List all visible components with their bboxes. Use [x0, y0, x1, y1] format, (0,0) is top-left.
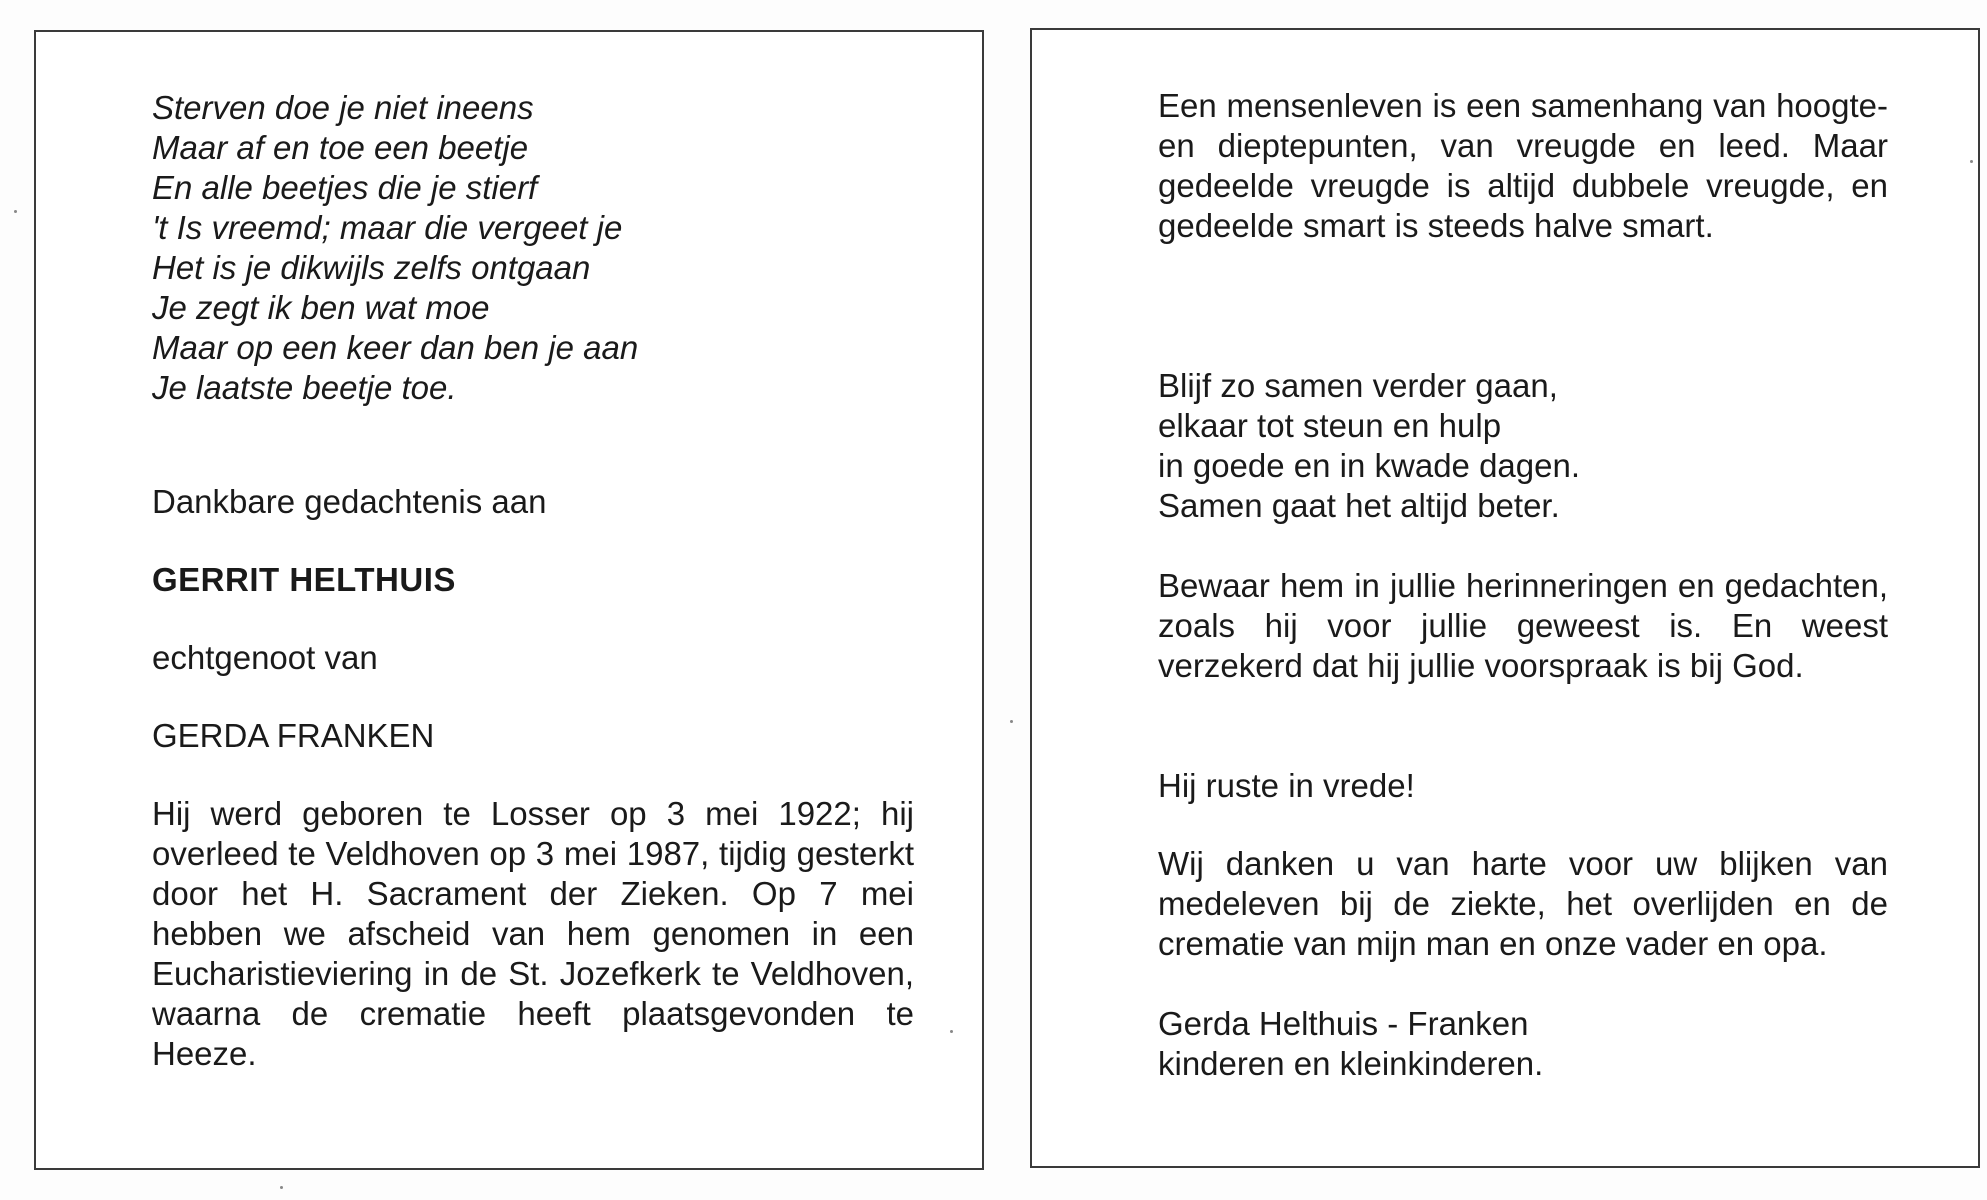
- scan-speck: [1970, 160, 1973, 163]
- poem: [152, 88, 638, 408]
- deceased-name: GERRIT HELTHUIS: [152, 561, 456, 598]
- memorial-card-left: [34, 30, 984, 1170]
- poem-line: 't Is vreemd; maar die vergeet je: [152, 209, 623, 246]
- life-paragraph: Een mensenleven is een samenhang van hoogte- en dieptepunten, van vreugde en leed. Maar gedeelde vreugde is altijd dubbele vreugde, en gedeelde smart is steeds halve smart.: [1158, 87, 1888, 244]
- poem-line: Het is je dikwijls zelfs ontgaan: [152, 249, 591, 286]
- together-line: in goede en in kwade dagen.: [1158, 447, 1581, 484]
- together-paragraph: [1158, 366, 1580, 526]
- relation-label: echtgenoot van: [152, 639, 378, 676]
- poem-line: Sterven doe je niet ineens: [152, 89, 534, 126]
- spouse-name: GERDA FRANKEN: [152, 717, 435, 754]
- biography: Hij werd geboren te Losser op 3 mei 1922; hij overleed te Veldhoven op 3 mei 1987, tijdig gesterkt door het H. Sacrament der Zieken. Op 7 mei hebben we afscheid van hem genomen in een Eucharistieviering in de St. Jozefkerk te Veldhoven, waarna de crematie heeft plaatsgevonden te Heeze.: [152, 795, 914, 1072]
- scan-speck: [280, 1186, 283, 1189]
- memorial-card-right: [1030, 28, 1980, 1168]
- poem-line: Maar af en toe een beetje: [152, 129, 529, 166]
- scan-speck: [1010, 720, 1013, 723]
- together-line: Blijf zo samen verder gaan,: [1158, 367, 1558, 404]
- poem-line: Maar op een keer dan ben je aan: [152, 329, 639, 366]
- thanks-paragraph: Wij danken u van harte voor uw blijken van medeleven bij de ziekte, het overlijden en de crematie van mijn man en onze vader en opa.: [1158, 845, 1888, 962]
- blessing: Hij ruste in vrede!: [1158, 767, 1415, 804]
- poem-line: Je zegt ik ben wat moe: [152, 289, 490, 326]
- poem-line: En alle beetjes die je stierf: [152, 169, 538, 206]
- signature: [1158, 1004, 1543, 1084]
- poem-line: Je laatste beetje toe.: [152, 369, 457, 406]
- remember-paragraph: Bewaar hem in jullie herinneringen en gedachten, zoals hij voor jullie geweest is. En weest verzekerd dat hij jullie voorspraak is bij God.: [1158, 567, 1888, 684]
- together-line: elkaar tot steun en hulp: [1158, 407, 1502, 444]
- signature-line: kinderen en kleinkinderen.: [1158, 1045, 1544, 1082]
- together-line: Samen gaat het altijd beter.: [1158, 487, 1560, 524]
- signature-line: Gerda Helthuis - Franken: [1158, 1005, 1529, 1042]
- memorial-intro: Dankbare gedachtenis aan: [152, 483, 547, 520]
- scan-speck: [14, 210, 17, 213]
- scan-speck: [950, 1030, 953, 1033]
